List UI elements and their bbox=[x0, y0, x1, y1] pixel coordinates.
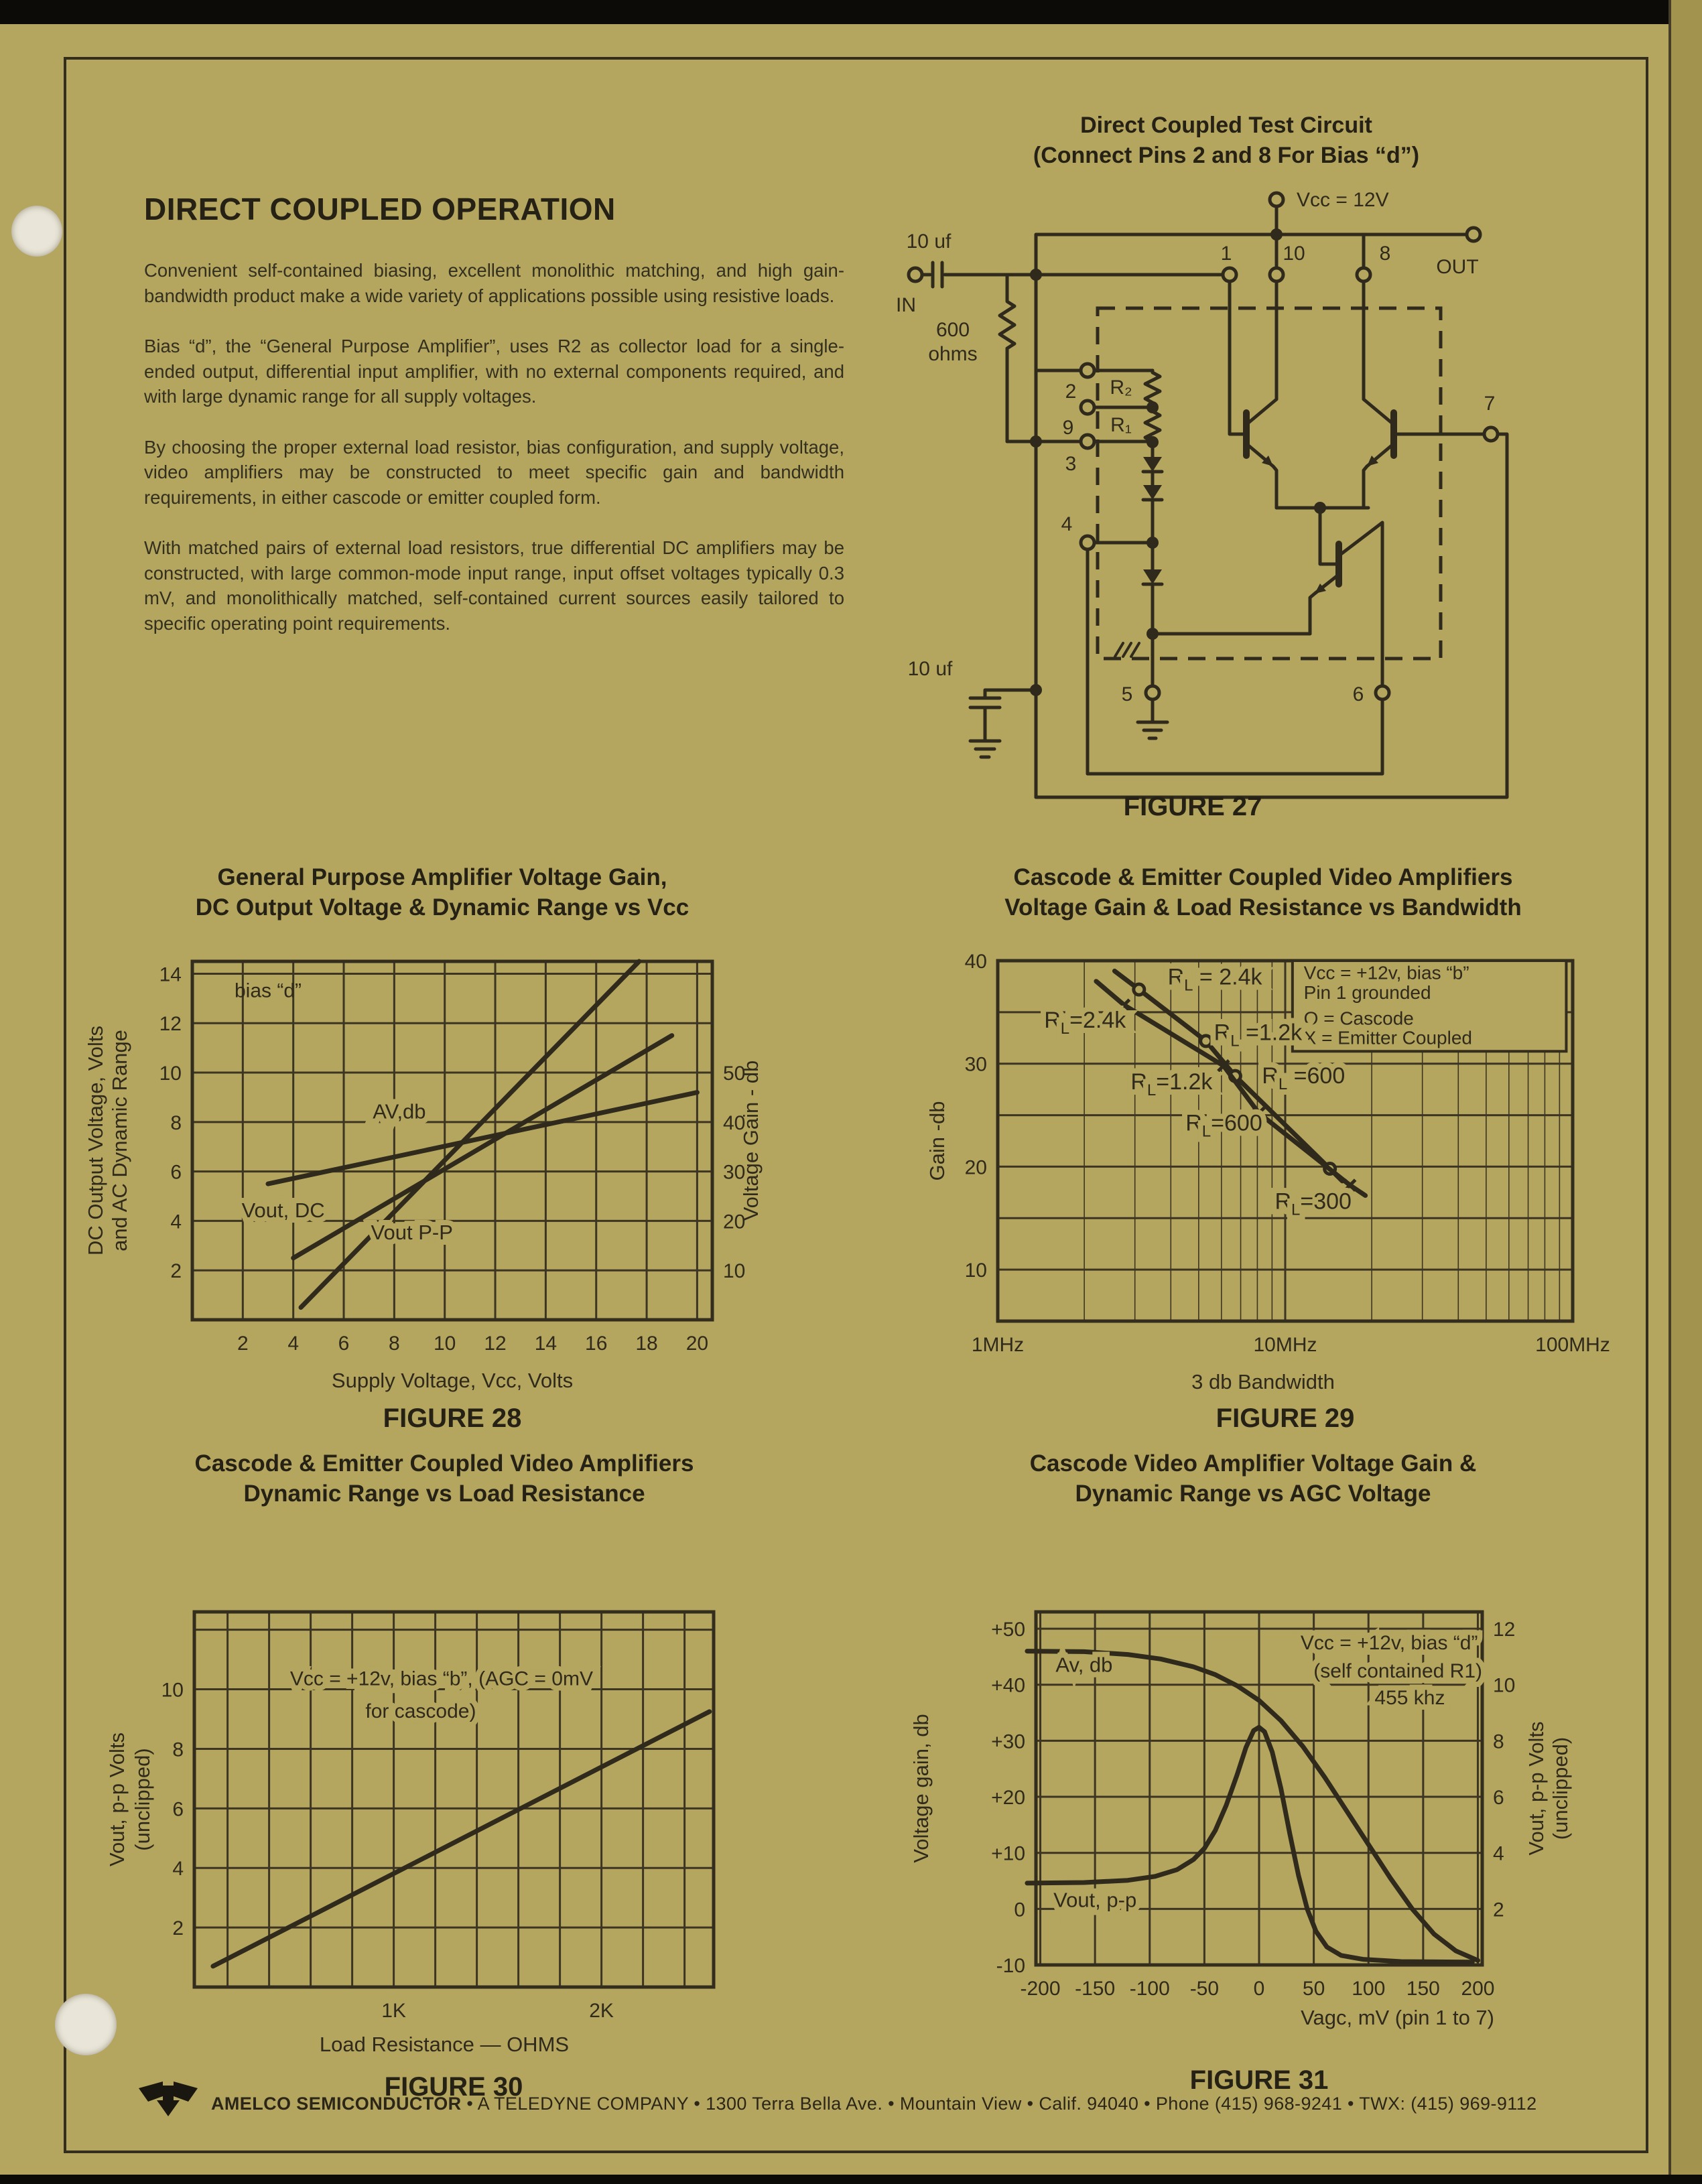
y-tick-label: 40 bbox=[964, 951, 987, 973]
ground-symbol bbox=[970, 741, 1000, 757]
y-tick-label: 8 bbox=[170, 1111, 182, 1134]
pin-9 bbox=[1081, 401, 1094, 414]
junction-dot bbox=[1030, 435, 1042, 448]
junction-dot bbox=[1030, 684, 1042, 696]
x-tick-label: 10MHz bbox=[1253, 1334, 1317, 1356]
y-tick-label: 6 bbox=[1493, 1787, 1504, 1810]
intro-paragraph: Convenient self-contained biasing, excellent monolithic matching, and high gain-bandwidth product make a wide variety of applications possible using resistive loads. bbox=[144, 260, 844, 306]
chart-caption: FIGURE 30 bbox=[384, 2072, 523, 2102]
figure27-title: Direct Coupled Test Circuit (Connect Pins 2 and 8 For Bias “d”) bbox=[1033, 113, 1420, 168]
y-tick-label: 6 bbox=[170, 1161, 182, 1184]
x-tick-label: 8 bbox=[389, 1333, 400, 1355]
x-axis-label: Vagc, mV (pin 1 to 7) bbox=[1301, 2006, 1494, 2029]
in-terminal bbox=[909, 268, 922, 281]
annotation: $R_L = 2.4k$ bbox=[1167, 964, 1262, 995]
series-path bbox=[1027, 1727, 1472, 1962]
footer-text bbox=[211, 2094, 1537, 2114]
y-tick-label: 20 bbox=[964, 1156, 987, 1179]
diode bbox=[1143, 569, 1162, 584]
y-tick-label: 30 bbox=[723, 1161, 746, 1184]
x-tick-label: 16 bbox=[585, 1333, 608, 1355]
y-tick-label: 12 bbox=[159, 1013, 182, 1036]
pin5-label: 5 bbox=[1121, 683, 1133, 705]
x-tick-label: 100MHz bbox=[1535, 1334, 1610, 1356]
axis-label: (unclipped) bbox=[131, 1748, 154, 1851]
axis-label: Vout, p-p Volts bbox=[105, 1732, 129, 1866]
r2-label: R₂ bbox=[1110, 377, 1132, 399]
annotation: $R_L=1.2k$ bbox=[1130, 1069, 1213, 1100]
pin-4 bbox=[1081, 536, 1094, 549]
cap-left-label: 10 uf bbox=[907, 658, 953, 680]
transistor-q2-leads bbox=[1364, 399, 1484, 508]
cap-top-label: 10 uf bbox=[906, 230, 952, 253]
legend-text: Vcc = +12v, bias “b” bbox=[1303, 962, 1469, 983]
junction-dot bbox=[1030, 269, 1042, 281]
pin9-label: 9 bbox=[1062, 417, 1074, 439]
out-label: OUT bbox=[1436, 256, 1479, 278]
x-tick-label: 12 bbox=[484, 1333, 507, 1355]
axis-label: and AC Dynamic Range bbox=[108, 1030, 131, 1251]
series-path bbox=[293, 1036, 672, 1258]
footer-address: • A TELEDYNE COMPANY • 1300 Terra Bella Ave. • Mountain View • Calif. 94040 • Phone (415) 968-9241 • TWX: (415) 969-9112 bbox=[466, 2093, 1537, 2114]
series-label: Av, db bbox=[1055, 1653, 1113, 1677]
pin-6 bbox=[1376, 686, 1389, 699]
y-tick-label: 12 bbox=[1493, 1619, 1516, 1641]
x-axis-label: 3 db Bandwidth bbox=[1191, 1370, 1335, 1393]
y-tick-label: +50 bbox=[991, 1619, 1025, 1641]
footer bbox=[137, 2077, 1585, 2130]
pin7-label: 7 bbox=[1484, 393, 1496, 415]
junction-dot bbox=[1147, 436, 1159, 448]
annotation: for cascode) bbox=[365, 1700, 476, 1722]
axis-label: Voltage Gain - db bbox=[739, 1060, 763, 1221]
junction-dot bbox=[1147, 537, 1159, 549]
x-tick-label: 0 bbox=[1253, 1978, 1265, 2000]
page-title: DIRECT COUPLED OPERATION bbox=[144, 192, 616, 226]
chart-caption: FIGURE 29 bbox=[1216, 1404, 1355, 1433]
figure29-chart bbox=[888, 861, 1610, 1437]
pin8-label: 8 bbox=[1379, 243, 1391, 265]
y-tick-label: +10 bbox=[991, 1842, 1025, 1865]
series-label: Vout, DC bbox=[241, 1199, 325, 1223]
plot-frame bbox=[192, 961, 712, 1320]
y-tick-label: -10 bbox=[996, 1955, 1025, 1977]
page-edge bbox=[1668, 0, 1702, 2184]
out-terminal bbox=[1467, 228, 1480, 241]
x-tick-label: 1K bbox=[381, 2000, 406, 2022]
intro-paragraph: Bias “d”, the “General Purpose Amplifier”, uses R2 as collector load for a single-ended output, differential input amplifier, with no external components required, and with large dynamic range for all supply voltages. bbox=[144, 336, 844, 407]
diode bbox=[1143, 485, 1162, 500]
annotation: 455 khz bbox=[1374, 1687, 1445, 1710]
figure27-caption: FIGURE 27 bbox=[1123, 792, 1262, 821]
pin-8 bbox=[1357, 268, 1370, 281]
y-tick-label: 4 bbox=[1493, 1842, 1504, 1865]
annotation: $R_L=300$ bbox=[1274, 1188, 1352, 1219]
chart-title: Voltage Gain & Load Resistance vs Bandwidth bbox=[1004, 894, 1522, 920]
series-label: Vout P-P bbox=[371, 1221, 453, 1245]
y-tick-label: 14 bbox=[159, 963, 182, 986]
intro-section bbox=[144, 191, 844, 661]
x-tick-label: 100 bbox=[1352, 1978, 1386, 2000]
annotation: $R_L=2.4k$ bbox=[1044, 1007, 1126, 1038]
y-tick-label: 10 bbox=[161, 1679, 184, 1702]
annotation: $R_L =1.2k$ bbox=[1214, 1020, 1303, 1050]
y-tick-label: 10 bbox=[1493, 1674, 1516, 1697]
x-tick-label: 4 bbox=[287, 1333, 300, 1355]
chart-title: Cascode & Emitter Coupled Video Amplifiers bbox=[1013, 864, 1513, 890]
y-tick-label: +40 bbox=[991, 1674, 1025, 1697]
figure28-chart bbox=[82, 861, 773, 1437]
y-tick-label: 10 bbox=[723, 1260, 746, 1283]
axis-label: (unclipped) bbox=[1549, 1736, 1572, 1840]
figure31-chart bbox=[888, 1447, 1665, 2117]
annotation: $R_L=600$ bbox=[1185, 1110, 1262, 1141]
in-label: IN bbox=[896, 294, 916, 316]
x-tick-label: -200 bbox=[1020, 1978, 1061, 2000]
x-axis-label: Supply Voltage, Vcc, Volts bbox=[331, 1369, 574, 1392]
x-tick-label: -50 bbox=[1189, 1978, 1220, 2000]
transistor-q1-leads bbox=[1248, 399, 1276, 508]
x-axis-label: Load Resistance — OHMS bbox=[319, 2033, 570, 2056]
series-marker-o bbox=[1134, 984, 1144, 995]
resistor-600 bbox=[1000, 275, 1014, 441]
pin3-label: 3 bbox=[1065, 453, 1077, 475]
x-tick-label: 150 bbox=[1406, 1978, 1440, 2000]
x-tick-label: -150 bbox=[1075, 1978, 1116, 2000]
legend-text: O = Cascode bbox=[1303, 1008, 1414, 1029]
y-tick-label: 50 bbox=[723, 1063, 746, 1085]
y-tick-label: 2 bbox=[170, 1260, 182, 1283]
intro-paragraph: By choosing the proper external load resistor, bias configuration, and supply voltage, video amplifiers may be constructed to meet specific gain and bandwidth requirements, in either cascode or emitter coupled form. bbox=[144, 436, 844, 508]
axis-label: Gain -db bbox=[925, 1101, 949, 1181]
pin-3 bbox=[1081, 435, 1094, 448]
test-circuit-schematic bbox=[891, 167, 1655, 797]
pin-10 bbox=[1270, 268, 1283, 281]
y-tick-label: 10 bbox=[159, 1063, 182, 1085]
chassis-mark bbox=[1115, 643, 1139, 657]
chart-title: Dynamic Range vs AGC Voltage bbox=[1075, 1481, 1431, 1507]
pin2-label: 2 bbox=[1065, 381, 1077, 403]
x-tick-label: 6 bbox=[338, 1333, 350, 1355]
y-tick-label: +30 bbox=[991, 1730, 1025, 1753]
chart-title: General Purpose Amplifier Voltage Gain, bbox=[217, 864, 667, 890]
series-path bbox=[301, 961, 639, 1308]
axis-label: DC Output Voltage, Volts bbox=[84, 1026, 107, 1255]
y-tick-label: 4 bbox=[172, 1858, 184, 1881]
pin-7 bbox=[1484, 427, 1498, 441]
x-tick-label: 50 bbox=[1302, 1978, 1325, 2000]
r1-label: R₁ bbox=[1110, 414, 1132, 436]
ground-symbol bbox=[1138, 699, 1167, 738]
chart-title: Dynamic Range vs Load Resistance bbox=[243, 1481, 645, 1507]
annotation: bias “d” bbox=[234, 979, 302, 1002]
pin4-label: 4 bbox=[1061, 513, 1073, 535]
y-tick-label: +20 bbox=[991, 1787, 1025, 1810]
chart-caption: FIGURE 31 bbox=[1189, 2065, 1329, 2095]
pin-1 bbox=[1223, 268, 1236, 281]
wire bbox=[1036, 434, 1507, 797]
x-tick-label: 2K bbox=[589, 2000, 614, 2022]
junction-dot bbox=[1270, 228, 1283, 241]
punch-hole-top bbox=[11, 206, 62, 257]
figure30-chart bbox=[82, 1447, 773, 2117]
x-tick-label: 20 bbox=[685, 1333, 709, 1355]
x-tick-label: 200 bbox=[1461, 1978, 1495, 2000]
wire bbox=[1230, 281, 1245, 434]
chart-title: DC Output Voltage & Dynamic Range vs Vcc bbox=[195, 894, 690, 920]
chart-title: Cascode & Emitter Coupled Video Amplifiers bbox=[194, 1450, 694, 1477]
x-tick-label: 14 bbox=[534, 1333, 558, 1355]
y-tick-label: 8 bbox=[1493, 1730, 1504, 1753]
pin-5 bbox=[1146, 686, 1159, 699]
pin6-label: 6 bbox=[1352, 683, 1364, 705]
series-path bbox=[268, 1093, 697, 1184]
vcc-label: Vcc = 12V bbox=[1297, 189, 1389, 211]
y-tick-label: 6 bbox=[172, 1798, 184, 1821]
annotation: Vcc = +12v, bias “b”, (AGC = 0mV bbox=[289, 1667, 593, 1690]
junction-dot bbox=[1147, 628, 1159, 640]
y-tick-label: 4 bbox=[170, 1211, 182, 1233]
teledyne-logo-icon bbox=[137, 2080, 199, 2127]
wire bbox=[1036, 234, 1467, 797]
res600-label: ohms bbox=[928, 343, 978, 365]
y-tick-label: 0 bbox=[1014, 1899, 1025, 1921]
pin-2 bbox=[1081, 364, 1094, 377]
scan-bottom-band bbox=[0, 2175, 1702, 2184]
annotation: (self contained R1) bbox=[1313, 1659, 1482, 1682]
y-tick-label: 10 bbox=[964, 1259, 987, 1282]
series-label: Vout, p-p bbox=[1053, 1888, 1137, 1912]
x-tick-label: -100 bbox=[1129, 1978, 1170, 2000]
vcc-terminal bbox=[1270, 193, 1283, 206]
pin1-label: 1 bbox=[1220, 243, 1232, 265]
y-tick-label: 2 bbox=[1493, 1899, 1504, 1921]
chart-title: Cascode Video Amplifier Voltage Gain & bbox=[1029, 1450, 1477, 1477]
legend-text: X = Emitter Coupled bbox=[1303, 1027, 1472, 1048]
intro-paragraph: With matched pairs of external load resistors, true differential DC amplifiers may be constructed, with large common-mode input range, input offset voltages typically 0.3 mV, and monolithically matched, self-contained current sources easily tailored to specific operating point requirements. bbox=[144, 537, 844, 634]
res600-label: 600 bbox=[935, 319, 970, 341]
annotation: Vcc = +12v, bias “d” bbox=[1300, 1632, 1478, 1655]
axis-label: Voltage gain, db bbox=[909, 1714, 933, 1863]
x-tick-label: 18 bbox=[635, 1333, 658, 1355]
y-tick-label: 2 bbox=[172, 1917, 184, 1940]
series-label: AV,db bbox=[373, 1099, 426, 1123]
footer-brand: AMELCO SEMICONDUCTOR bbox=[211, 2093, 462, 2114]
capacitor-ground bbox=[970, 690, 1036, 741]
x-tick-label: 1MHz bbox=[971, 1334, 1025, 1356]
wire bbox=[1320, 508, 1337, 564]
chart-caption: FIGURE 28 bbox=[383, 1404, 522, 1433]
y-tick-label: 20 bbox=[723, 1211, 746, 1233]
scan-top-band bbox=[0, 0, 1702, 24]
diode bbox=[1143, 457, 1162, 472]
capacitor-input bbox=[933, 263, 942, 287]
ic-boundary-dashed-box bbox=[1098, 308, 1441, 659]
x-tick-label: 2 bbox=[237, 1333, 249, 1355]
legend-text: Pin 1 grounded bbox=[1303, 981, 1431, 1003]
junction-dot bbox=[1147, 401, 1159, 413]
y-tick-label: 40 bbox=[723, 1111, 746, 1134]
pin10-label: 10 bbox=[1283, 243, 1305, 265]
annotation: $R_L =600$ bbox=[1262, 1063, 1346, 1093]
y-tick-label: 30 bbox=[964, 1053, 987, 1076]
y-tick-label: 8 bbox=[172, 1738, 184, 1761]
junction-dot bbox=[1314, 502, 1326, 514]
x-tick-label: 10 bbox=[434, 1333, 456, 1355]
axis-label: Vout, p-p Volts bbox=[1524, 1721, 1548, 1856]
series-marker-o bbox=[1201, 1036, 1212, 1046]
